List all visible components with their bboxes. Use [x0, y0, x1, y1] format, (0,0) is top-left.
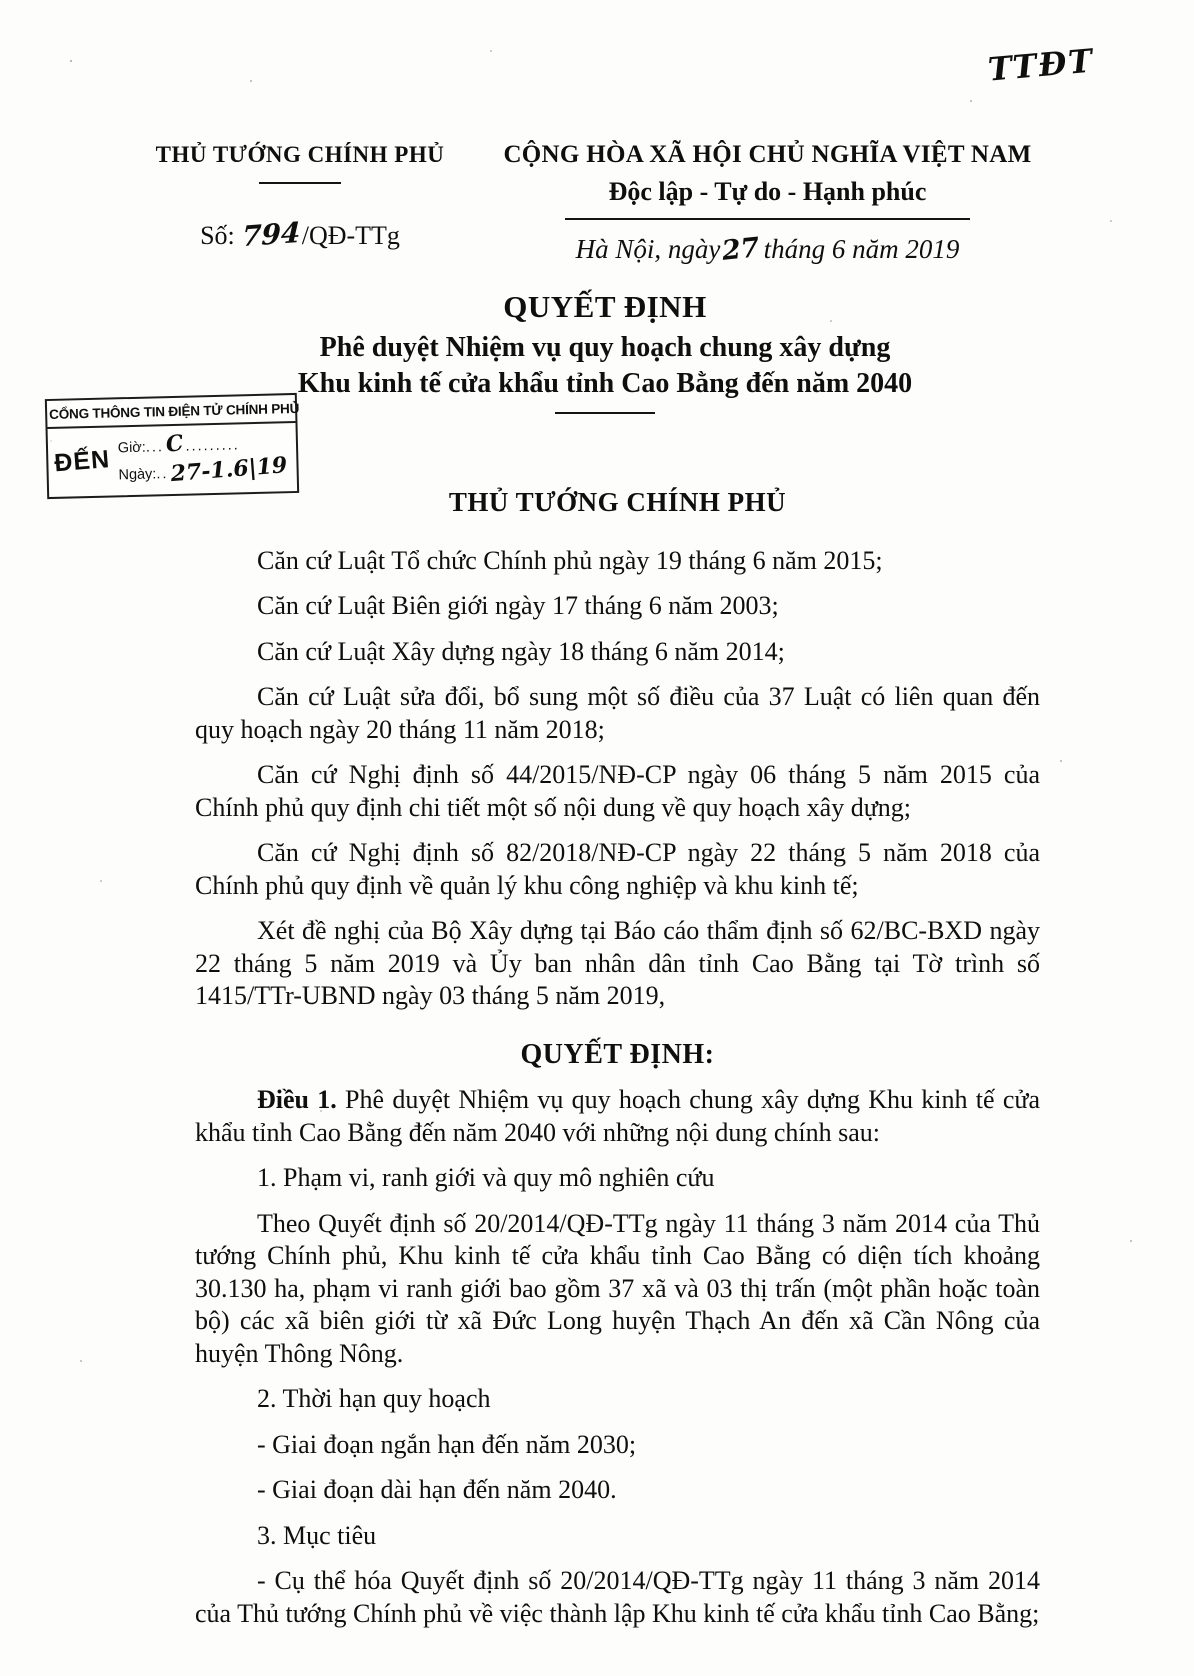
issuer-rule — [259, 182, 341, 184]
header-issuer — [130, 140, 470, 254]
body-item: 1. Phạm vi, ranh giới và quy mô nghiên cứu — [257, 1163, 715, 1192]
stamp-date-dots: .. — [156, 466, 169, 483]
preamble-paragraph: Căn cứ Luật Biên giới ngày 17 tháng 6 năm 2003; — [257, 591, 779, 620]
document-number-handwritten: 794 — [241, 215, 302, 254]
motto-rule — [565, 218, 970, 220]
place-date-suffix: tháng 6 năm 2019 — [763, 234, 960, 264]
stamp-hour-label: Giờ: — [117, 439, 147, 457]
article-lead: Điều 1. — [257, 1085, 337, 1114]
country-name: CỘNG HÒA XÃ HỘI CHỦ NGHĨA VIỆT NAM — [503, 141, 1032, 168]
place-date-line — [500, 234, 1035, 265]
stamp-fields — [117, 429, 290, 487]
decision-heading: QUYẾT ĐỊNH: — [520, 1038, 715, 1070]
title-subject-line1: Phê duyệt Nhiệm vụ quy hoạch chung xây dựng — [319, 332, 891, 363]
body-item: 2. Thời hạn quy hoạch — [257, 1384, 491, 1413]
preamble-paragraph: Xét đề nghị của Bộ Xây dựng tại Báo cáo thẩm định số 62/BC-BXD ngày 22 tháng 5 năm 2019 và Ủy ban nhân dân tỉnh Cao Bằng tại Tờ trình số 1415/TTr-UBND ngày 03 tháng 5 năm 2019, — [195, 916, 1040, 1010]
stamp-date-label: Ngày: — [118, 466, 157, 484]
day-handwritten: 27 — [720, 232, 762, 267]
document-number — [130, 215, 470, 254]
issuer-name: THỦ TƯỚNG CHÍNH PHỦ — [155, 142, 445, 167]
article-text: Phê duyệt Nhiệm vụ quy hoạch chung xây dựng Khu kinh tế cửa khẩu tỉnh Cao Bằng đến năm 2040 với những nội dung chính sau: — [195, 1085, 1041, 1147]
title-subject-line2: Khu kinh tế cửa khẩu tỉnh Cao Bằng đến năm 2040 — [297, 368, 913, 399]
document-number-label: Số: — [200, 221, 242, 250]
scan-noise — [70, 60, 72, 62]
preamble-paragraph: Căn cứ Luật Tổ chức Chính phủ ngày 19 tháng 6 năm 2015; — [257, 545, 883, 575]
preamble-paragraph: Căn cứ Luật Xây dựng ngày 18 tháng 6 năm 2014; — [257, 636, 785, 666]
body-bullet: - Giai đoạn ngắn hạn đến năm 2030; — [257, 1429, 637, 1459]
header-national — [500, 140, 1035, 265]
stamp-hour-handwritten: C — [164, 429, 186, 458]
stamp-office-name: CỔNG THÔNG TIN ĐIỆN TỬ CHÍNH PHỦ — [47, 395, 296, 429]
stamp-den-label: ĐẾN — [53, 444, 112, 477]
handwritten-corner-note: TTĐT — [986, 41, 1096, 89]
body-bullet: - Cụ thể hóa Quyết định số 20/2014/QĐ-TTg ngày 11 tháng 3 năm 2014 của Thủ tướng Chính phủ về việc thành lập Khu kinh tế cửa khẩu tỉnh Cao Bằng; — [195, 1566, 1040, 1628]
national-motto: Độc lập - Tự do - Hạnh phúc — [608, 177, 927, 206]
document-title — [175, 288, 1035, 414]
body-bullet: - Giai đoạn dài hạn đến năm 2040. — [257, 1475, 617, 1504]
stamp-hour-dots-left: ... — [145, 439, 165, 456]
article-paragraph — [195, 1084, 1040, 1149]
stamp-hour-dots-right: ......... — [185, 437, 240, 455]
document-body — [195, 486, 1040, 1630]
stamp-date-handwritten: 27-1.6|19 — [169, 452, 288, 488]
stamp-date-line — [118, 452, 291, 488]
place-date-prefix: Hà Nội, ngày — [575, 234, 721, 264]
body-item: 3. Mục tiêu — [257, 1520, 377, 1550]
title-kind: QUYẾT ĐỊNH — [503, 289, 707, 324]
authority-heading: THỦ TƯỚNG CHÍNH PHỦ — [448, 487, 787, 517]
body-paragraph: Theo Quyết định số 20/2014/QĐ-TTg ngày 11 tháng 3 năm 2014 của Thủ tướng Chính phủ, Khu kinh tế cửa khẩu tỉnh Cao Bằng có diện tích khoảng 30.130 ha, phạm vi ranh giới bao gồm 37 xã và 03 thị trấn (một phần hoặc toàn bộ) các xã biên giới từ xã Đức Long huyện Thạch An đến xã Cần Nông của huyện Thông Nông. — [195, 1208, 1040, 1368]
preamble-paragraph: Căn cứ Nghị định số 44/2015/NĐ-CP ngày 06 tháng 5 năm 2015 của Chính phủ quy định chi tiết một số nội dung về quy hoạch xây dựng; — [195, 760, 1040, 822]
incoming-mail-stamp — [45, 393, 299, 499]
preamble-paragraph: Căn cứ Luật sửa đổi, bổ sung một số điều của 37 Luật có liên quan đến quy hoạch ngày 20 tháng 11 năm 2018; — [195, 682, 1040, 744]
title-rule — [555, 412, 655, 414]
document-number-suffix: /QĐ-TTg — [301, 221, 400, 250]
preamble-paragraph: Căn cứ Nghị định số 82/2018/NĐ-CP ngày 22 tháng 5 năm 2018 của Chính phủ quy định về quản lý khu công nghiệp và khu kinh tế; — [195, 838, 1040, 900]
